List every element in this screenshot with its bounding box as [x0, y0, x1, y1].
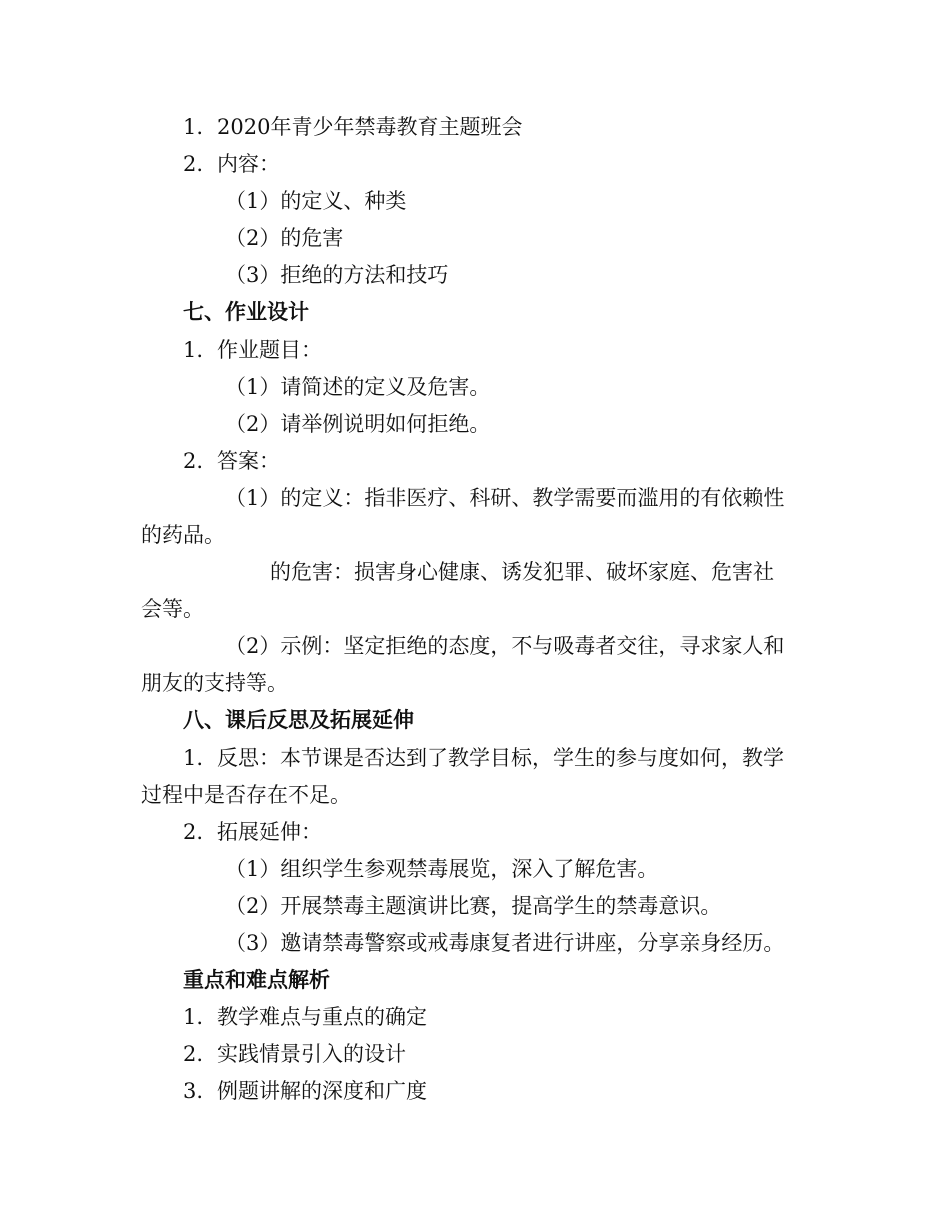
item-number: 2.	[183, 152, 204, 176]
item-number: 2.	[183, 820, 204, 844]
item-text: 作业题目：	[217, 338, 322, 362]
item-text: 反思：本节课是否达到了教学目标，学生的参与度如何，教学	[217, 746, 784, 770]
sub-item: （2）开展禁毒主题演讲比赛，提高学生的禁毒意识。	[225, 894, 722, 918]
item-text: 2020年青少年禁毒教育主题班会	[217, 115, 523, 139]
sub-item: （3）邀请禁毒警察或戒毒康复者进行讲座，分享亲身经历。	[225, 931, 785, 955]
item-text: 实践情景引入的设计	[217, 1042, 406, 1066]
paragraph-line: 的药品。	[141, 523, 225, 547]
sub-item: （2）的危害	[225, 226, 344, 250]
list-item	[183, 819, 322, 845]
item-number: 1.	[183, 338, 204, 362]
paragraph-line: 过程中是否存在不足。	[141, 783, 351, 807]
paragraph-line: 的危害：损害身心健康、诱发犯罪、破坏家庭、危害社	[270, 560, 774, 584]
sub-item: （3）拒绝的方法和技巧	[225, 263, 449, 287]
sub-item: （2）请举例说明如何拒绝。	[225, 412, 491, 436]
list-item	[183, 1041, 406, 1067]
item-text: 拓展延伸：	[217, 820, 322, 844]
item-text: 内容：	[217, 152, 280, 176]
sub-item: （1）的定义、种类	[225, 189, 407, 213]
item-number: 1.	[183, 1005, 204, 1029]
list-item	[183, 1078, 427, 1104]
item-number: 2.	[183, 449, 204, 473]
list-item	[183, 114, 522, 140]
item-text: 例题讲解的深度和广度	[217, 1079, 427, 1103]
item-text: 教学难点与重点的确定	[217, 1005, 427, 1029]
paragraph-line: （2）示例：坚定拒绝的态度，不与吸毒者交往，寻求家人和	[225, 634, 785, 658]
section-heading: 重点和难点解析	[183, 967, 330, 992]
paragraph-line: 朋友的支持等。	[141, 671, 288, 695]
list-item	[183, 1004, 427, 1030]
paragraph-line: 会等。	[141, 597, 204, 621]
list-item	[183, 337, 322, 363]
section-heading: 七、作业设计	[183, 299, 309, 324]
sub-item: （1）组织学生参观禁毒展览，深入了解危害。	[225, 857, 659, 881]
list-item	[183, 745, 784, 771]
sub-item: （1）请简述的定义及危害。	[225, 375, 491, 399]
list-item	[183, 448, 280, 474]
item-text: 答案：	[217, 449, 280, 473]
item-number: 1.	[183, 115, 204, 139]
item-number: 1.	[183, 746, 204, 770]
item-number: 3.	[183, 1079, 204, 1103]
section-heading: 八、课后反思及拓展延伸	[183, 707, 414, 732]
list-item	[183, 151, 280, 177]
item-number: 2.	[183, 1042, 204, 1066]
paragraph-line: （1）的定义：指非医疗、科研、教学需要而滥用的有依赖性	[225, 486, 785, 510]
